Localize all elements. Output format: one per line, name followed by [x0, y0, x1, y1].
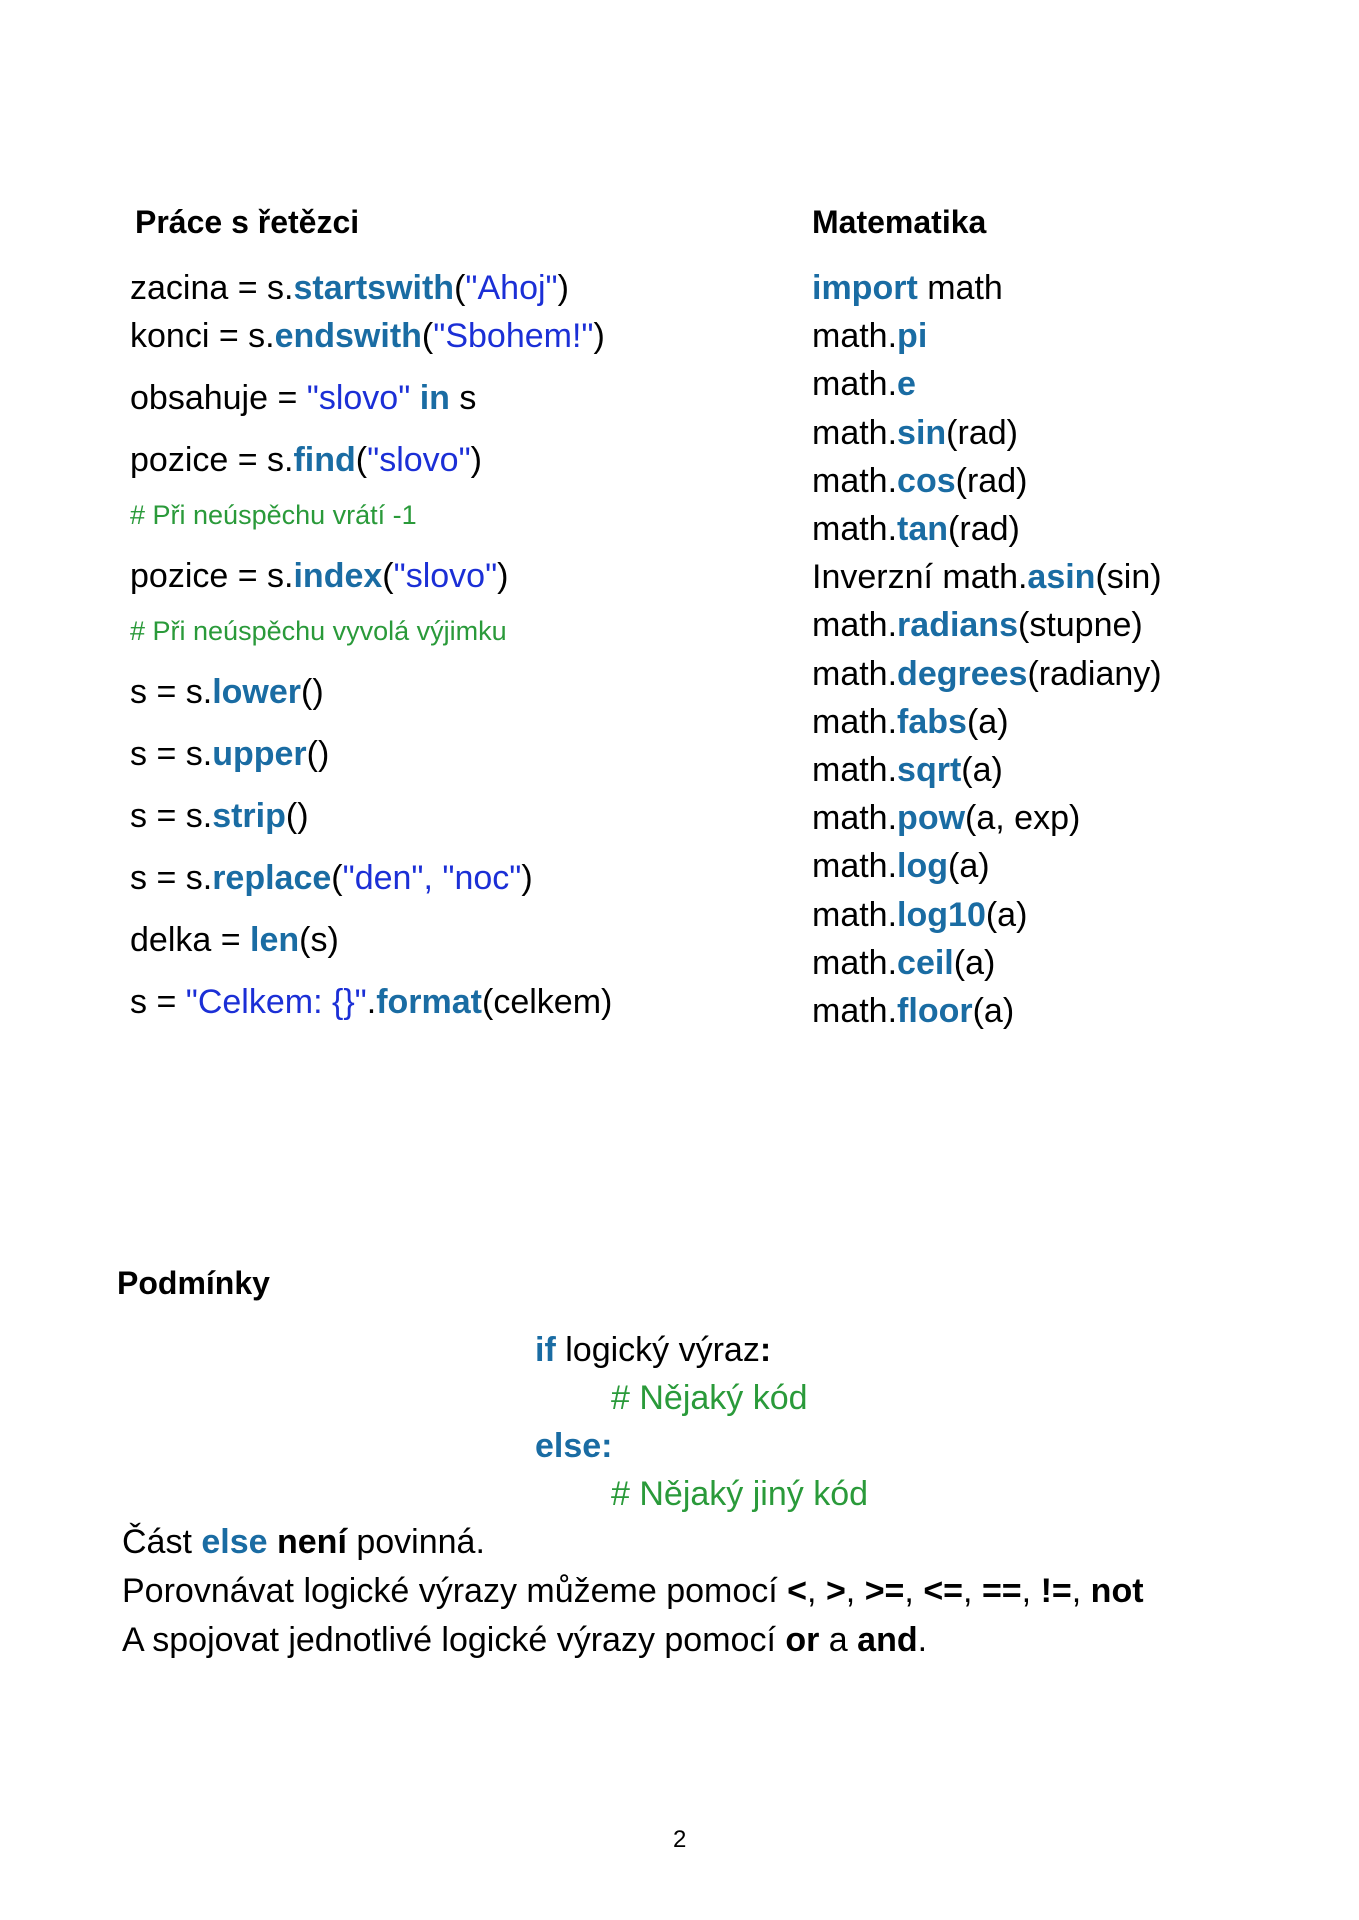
code-token: tan [897, 510, 949, 548]
note-line [122, 1571, 1144, 1611]
code-token [268, 1523, 277, 1561]
code-token: (a, exp) [965, 799, 1081, 838]
code-token: (sin) [1095, 558, 1162, 597]
code-token: ( [454, 269, 466, 307]
code-token: (rad) [946, 413, 1018, 452]
code-token: ) [497, 557, 509, 595]
code-token: pozice = s. [130, 441, 294, 479]
code-line [130, 378, 476, 418]
code-token: >= [864, 1572, 905, 1610]
code-token: obsahuje = [130, 379, 307, 417]
code-line [535, 1426, 613, 1466]
code-token: > [825, 1572, 846, 1610]
code-token: , [845, 1572, 865, 1610]
code-token: "slovo" [306, 379, 420, 417]
code-token: len [250, 921, 300, 959]
code-token: math. [812, 365, 898, 404]
code-token: s = s. [130, 797, 213, 835]
code-token: log [897, 847, 949, 886]
code-token: log10 [897, 895, 986, 934]
code-token: == [981, 1572, 1022, 1610]
code-line [812, 509, 1020, 549]
code-token: (a) [966, 702, 1009, 741]
code-token: floor [897, 992, 973, 1030]
code-line [611, 1474, 868, 1514]
code-token: cos [897, 461, 956, 500]
code-token: or [785, 1621, 820, 1659]
code-token: < [787, 1572, 808, 1610]
code-token: else [201, 1523, 268, 1561]
code-token: konci = s. [130, 317, 275, 355]
code-token: math. [812, 799, 898, 838]
code-token: math. [812, 702, 898, 741]
code-token: s [449, 379, 477, 417]
code-token: math. [812, 943, 898, 982]
code-line [812, 268, 1003, 308]
code-token: math. [812, 413, 898, 452]
code-line [812, 798, 1080, 838]
code-token: import [812, 269, 918, 307]
code-line [812, 461, 1027, 501]
code-token: "slovo" [367, 441, 471, 479]
code-token: () [285, 797, 309, 835]
code-token: <= [923, 1572, 964, 1610]
code-token: "Celkem: {}" [185, 983, 367, 1021]
code-token: pow [897, 799, 966, 838]
code-token: upper [212, 735, 307, 773]
math-section-title: Matematika [812, 204, 987, 240]
code-line [130, 672, 324, 712]
code-token: replace [212, 859, 332, 897]
code-token: (celkem) [482, 983, 613, 1021]
code-token: format [376, 983, 482, 1021]
code-token: (a) [948, 847, 990, 886]
code-token: (a) [985, 895, 1028, 934]
code-token: math. [812, 895, 898, 934]
code-line [812, 605, 1143, 645]
code-token: "den", "noc" [342, 859, 522, 897]
code-comment [130, 616, 507, 647]
code-token: math. [812, 992, 898, 1030]
code-line [130, 316, 605, 356]
code-line [812, 654, 1162, 694]
code-token: ( [421, 317, 434, 355]
code-line [130, 734, 329, 774]
code-token: A spojovat jednotlivé logické výrazy pomocí [122, 1621, 786, 1659]
code-line [812, 413, 1018, 453]
code-token: . [917, 1621, 928, 1659]
conditions-section-title: Podmínky [117, 1265, 270, 1301]
code-token: "Ahoj" [465, 269, 558, 307]
code-token: (a) [961, 751, 1003, 789]
code-token: ) [593, 317, 605, 355]
code-token: # Nějaký kód [611, 1379, 808, 1417]
code-token: math. [812, 654, 898, 693]
code-token: (radiany) [1027, 654, 1162, 693]
code-token: zacina = s. [130, 269, 294, 307]
code-token: (rad) [948, 510, 1020, 548]
note-line [122, 1522, 485, 1562]
code-token: , [807, 1572, 826, 1610]
code-token: asin [1027, 558, 1096, 597]
code-line [812, 364, 916, 404]
page-number: 2 [673, 1826, 687, 1853]
code-line [812, 316, 927, 356]
code-token: degrees [897, 654, 1028, 693]
code-token: Porovnávat logické výrazy můžeme pomocí [122, 1572, 788, 1610]
code-token: in [419, 379, 450, 417]
code-token: fabs [897, 702, 967, 741]
code-token: # Nějaký jiný kód [611, 1475, 869, 1513]
code-token: else: [535, 1427, 613, 1465]
code-token: index [293, 557, 383, 595]
code-token: (s) [299, 921, 339, 959]
code-line [812, 750, 1003, 790]
code-token: ) [470, 441, 482, 479]
code-token: not [1090, 1572, 1144, 1610]
code-line [611, 1378, 808, 1418]
code-token: math. [812, 847, 898, 886]
code-token: ) [557, 269, 569, 307]
code-token: (a) [953, 943, 996, 982]
code-token: # Při neúspěchu vyvolá výjimku [130, 616, 507, 646]
code-token: and [857, 1621, 918, 1659]
code-line [812, 846, 990, 886]
code-token: math [917, 269, 1003, 307]
code-line [130, 858, 533, 898]
code-token: ( [355, 441, 368, 479]
code-token: math. [812, 461, 898, 500]
code-line [130, 982, 612, 1022]
code-line [812, 943, 995, 983]
code-token: if [535, 1331, 556, 1369]
code-token: radians [897, 606, 1018, 645]
code-token: () [306, 735, 330, 773]
code-line [812, 557, 1162, 597]
code-token: math. [812, 317, 898, 356]
code-token: s = s. [130, 735, 213, 773]
note-line [122, 1620, 927, 1660]
code-token: ) [521, 859, 533, 897]
code-token: : [759, 1331, 772, 1369]
code-token: strip [212, 797, 286, 835]
code-token: ( [331, 859, 343, 897]
code-token: a [819, 1621, 858, 1659]
code-token: (a) [972, 992, 1015, 1030]
code-token: , [904, 1572, 924, 1610]
code-token: find [293, 441, 356, 479]
code-line [130, 556, 508, 596]
code-token: , [1071, 1572, 1091, 1610]
code-token: "slovo" [393, 557, 498, 595]
code-token: ( [382, 557, 394, 595]
code-token: math. [812, 751, 898, 789]
code-token: povinná. [346, 1523, 485, 1561]
code-line [130, 440, 482, 480]
code-line [812, 895, 1027, 935]
code-token: , [963, 1572, 982, 1610]
code-line [812, 702, 1009, 742]
code-token: () [301, 673, 324, 711]
code-token: math. [812, 510, 898, 548]
code-token: math. [812, 606, 898, 645]
code-token: . [366, 983, 377, 1021]
code-line [535, 1330, 771, 1370]
code-token: endswith [274, 317, 422, 355]
code-line [130, 796, 309, 836]
code-token: s = s. [130, 673, 213, 711]
code-token: s = [130, 983, 186, 1021]
code-token: e [897, 365, 916, 404]
code-token: , [1021, 1572, 1041, 1610]
code-token: Inverzní math. [812, 558, 1028, 597]
code-token: pi [897, 317, 928, 356]
code-token: # Při neúspěchu vrátí -1 [130, 500, 417, 530]
code-token: lower [212, 673, 302, 711]
code-token: není [277, 1523, 347, 1561]
code-token: sin [897, 413, 947, 452]
code-line [130, 268, 569, 308]
code-token: startswith [293, 269, 455, 307]
code-line [130, 920, 339, 960]
code-token: sqrt [897, 751, 962, 789]
code-token: Část [122, 1523, 202, 1561]
code-token: logický výraz [555, 1331, 760, 1369]
code-token: s = s. [130, 859, 213, 897]
code-token: pozice = s. [130, 557, 294, 595]
code-token: != [1040, 1572, 1072, 1610]
code-token: delka = [130, 921, 251, 959]
code-token: (stupne) [1018, 606, 1143, 645]
code-line [812, 991, 1014, 1031]
code-token: "Sbohem!" [433, 317, 594, 355]
strings-section-title: Práce s řetězci [135, 204, 360, 240]
code-token: (rad) [955, 461, 1028, 500]
code-token: ceil [897, 943, 954, 982]
code-comment [130, 500, 417, 531]
